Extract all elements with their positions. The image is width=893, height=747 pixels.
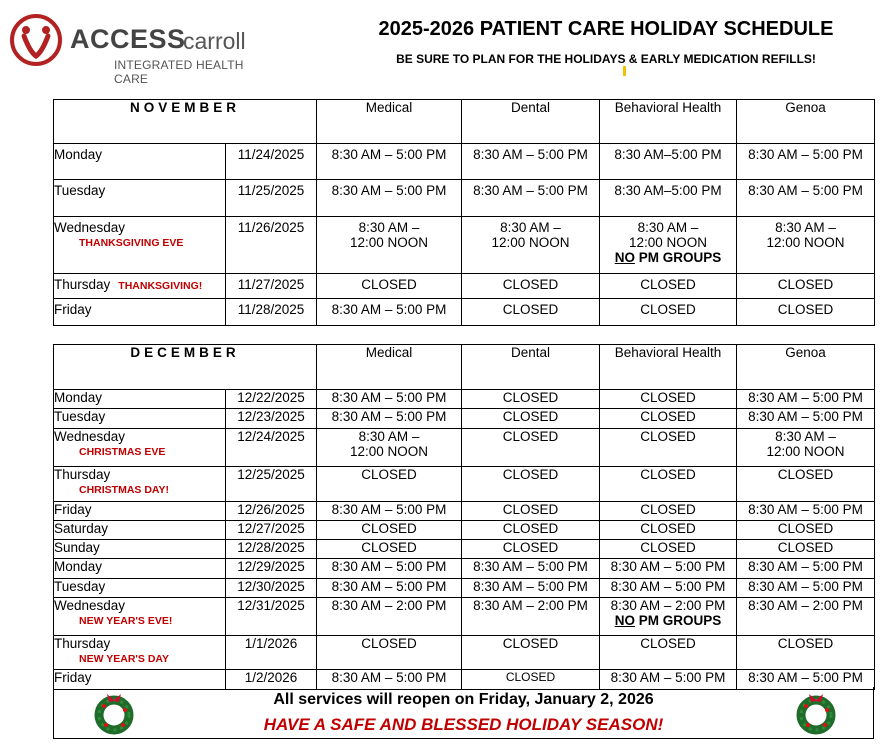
november-table xyxy=(53,99,875,326)
genoa-cell: 8:30 AM – 5:00 PM xyxy=(737,579,875,598)
date-cell: 12/29/2025 xyxy=(226,559,317,579)
col-header-genoa: Genoa xyxy=(737,345,875,390)
date-cell: 11/25/2025 xyxy=(226,180,317,217)
text-cursor-mark xyxy=(623,66,626,76)
genoa-cell: CLOSED xyxy=(737,299,875,326)
day-label: Wednesday xyxy=(54,429,126,444)
date-cell: 12/23/2025 xyxy=(226,409,317,429)
date-cell: 1/1/2026 xyxy=(226,636,317,670)
behavioral-cell: 8:30 AM–5:00 PM xyxy=(600,180,737,217)
medical-cell: CLOSED xyxy=(317,274,462,299)
hours-line: 8:30 AM – xyxy=(358,220,420,235)
table-row xyxy=(54,467,875,502)
dental-cell: CLOSED xyxy=(462,636,600,670)
date-cell: 11/27/2025 xyxy=(226,274,317,299)
hours-line: 12:00 NOON xyxy=(349,444,429,459)
date-cell: 12/25/2025 xyxy=(226,467,317,502)
medical-cell: 8:30 AM – 5:00 PM xyxy=(317,670,462,690)
behavioral-cell: 8:30 AM–5:00 PM xyxy=(600,144,737,180)
table-row xyxy=(54,409,875,429)
table-row xyxy=(54,502,875,521)
day-cell xyxy=(54,467,226,502)
day-cell xyxy=(54,217,226,274)
medical-cell: 8:30 AM – 5:00 PM xyxy=(317,180,462,217)
medical-cell: 8:30 AM – 5:00 PM xyxy=(317,579,462,598)
day-cell: Monday xyxy=(54,390,226,409)
dental-cell: CLOSED xyxy=(462,670,600,690)
genoa-cell: 8:30 AM – 5:00 PM xyxy=(737,559,875,579)
dental-cell xyxy=(462,217,600,274)
hours-line: 8:30 AM – xyxy=(637,220,699,235)
medical-cell: 8:30 AM – 5:00 PM xyxy=(317,502,462,521)
table-row xyxy=(54,180,875,217)
genoa-cell: 8:30 AM – 5:00 PM xyxy=(737,409,875,429)
day-cell xyxy=(54,598,226,636)
day-cell: Tuesday xyxy=(54,409,226,429)
logo xyxy=(8,12,268,86)
col-header-behavioral: Behavioral Health xyxy=(600,100,737,144)
day-cell: Saturday xyxy=(54,521,226,540)
table-row xyxy=(54,598,875,636)
hours-line: 8:30 AM – 2:00 PM xyxy=(610,598,726,613)
day-label: Wednesday xyxy=(54,220,126,235)
date-cell: 12/24/2025 xyxy=(226,429,317,467)
groups-note-rest: PM GROUPS xyxy=(634,613,722,628)
genoa-cell xyxy=(737,429,875,467)
genoa-cell: CLOSED xyxy=(737,636,875,670)
groups-note-no: NO xyxy=(614,250,635,265)
hours-line: 8:30 AM – xyxy=(775,220,836,235)
groups-note-rest: PM GROUPS xyxy=(634,250,722,265)
table-header-row xyxy=(54,345,875,390)
day-cell: Monday xyxy=(54,559,226,579)
genoa-cell: 8:30 AM – 5:00 PM xyxy=(737,502,875,521)
day-cell: Friday xyxy=(54,670,226,690)
medical-cell: CLOSED xyxy=(317,540,462,559)
medical-cell xyxy=(317,217,462,274)
date-cell: 12/27/2025 xyxy=(226,521,317,540)
holiday-greeting: HAVE A SAFE AND BLESSED HOLIDAY SEASON! xyxy=(263,715,664,734)
holiday-note: CHRISTMAS DAY! xyxy=(79,484,170,496)
dental-cell: CLOSED xyxy=(462,521,600,540)
month-label: NOVEMBER xyxy=(54,100,317,144)
table-row xyxy=(54,429,875,467)
day-cell: Sunday xyxy=(54,540,226,559)
page-subtitle: BE SURE TO PLAN FOR THE HOLIDAYS & EARLY MEDICATION REFILLS! xyxy=(396,52,816,66)
holiday-note: THANKSGIVING EVE xyxy=(79,237,184,249)
hours-line: 8:30 AM – xyxy=(775,429,836,444)
date-cell: 11/28/2025 xyxy=(226,299,317,326)
dental-cell: 8:30 AM – 5:00 PM xyxy=(462,144,600,180)
table-row xyxy=(54,390,875,409)
day-cell: Tuesday xyxy=(54,579,226,598)
dental-cell: 8:30 AM – 2:00 PM xyxy=(462,598,600,636)
hours-line: 12:00 NOON xyxy=(766,444,845,459)
medical-cell: CLOSED xyxy=(317,521,462,540)
dental-cell: 8:30 AM – 5:00 PM xyxy=(462,180,600,217)
hours-line: 12:00 NOON xyxy=(491,235,570,250)
page-title: 2025-2026 PATIENT CARE HOLIDAY SCHEDULE xyxy=(378,18,834,40)
day-cell xyxy=(54,636,226,670)
hours-line: 8:30 AM – xyxy=(500,220,561,235)
col-header-dental: Dental xyxy=(462,345,600,390)
table-row xyxy=(54,144,875,180)
dental-cell: CLOSED xyxy=(462,502,600,521)
reopen-notice: All services will reopen on Friday, January 2, 2026 xyxy=(273,691,654,708)
logo-mark-icon xyxy=(8,12,68,68)
medical-cell: 8:30 AM – 5:00 PM xyxy=(317,299,462,326)
dental-cell: 8:30 AM – 5:00 PM xyxy=(462,579,600,598)
dental-cell: CLOSED xyxy=(462,390,600,409)
behavioral-cell: 8:30 AM – 5:00 PM xyxy=(600,579,737,598)
day-label: Thursday xyxy=(54,467,111,482)
col-header-medical: Medical xyxy=(317,100,462,144)
holiday-note: CHRISTMAS EVE xyxy=(79,446,166,458)
table-row xyxy=(54,521,875,540)
day-cell: Friday xyxy=(54,502,226,521)
genoa-cell xyxy=(737,217,875,274)
behavioral-cell: 8:30 AM – 5:00 PM xyxy=(600,670,737,690)
table-row xyxy=(54,299,875,326)
behavioral-cell: CLOSED xyxy=(600,274,737,299)
dental-cell: CLOSED xyxy=(462,429,600,467)
date-cell: 11/24/2025 xyxy=(226,144,317,180)
behavioral-cell xyxy=(600,598,737,636)
date-cell: 1/2/2026 xyxy=(226,670,317,690)
behavioral-cell: CLOSED xyxy=(600,429,737,467)
col-header-dental: Dental xyxy=(462,100,600,144)
behavioral-cell: CLOSED xyxy=(600,409,737,429)
genoa-cell: 8:30 AM – 5:00 PM xyxy=(737,144,875,180)
behavioral-cell: 8:30 AM – 5:00 PM xyxy=(600,559,737,579)
medical-cell: 8:30 AM – 2:00 PM xyxy=(317,598,462,636)
date-cell: 12/28/2025 xyxy=(226,540,317,559)
logo-carroll-text: carroll xyxy=(183,28,246,54)
genoa-cell: 8:30 AM – 2:00 PM xyxy=(737,598,875,636)
day-cell: Tuesday xyxy=(54,180,226,217)
dental-cell: 8:30 AM – 5:00 PM xyxy=(462,559,600,579)
date-cell: 12/26/2025 xyxy=(226,502,317,521)
date-cell: 12/31/2025 xyxy=(226,598,317,636)
hours-line: 12:00 NOON xyxy=(349,235,429,250)
genoa-cell: CLOSED xyxy=(737,540,875,559)
logo-tagline: INTEGRATED HEALTH CARE xyxy=(114,58,244,86)
day-cell: Monday xyxy=(54,144,226,180)
groups-note xyxy=(600,613,736,628)
day-cell xyxy=(54,274,226,299)
date-cell: 12/22/2025 xyxy=(226,390,317,409)
holiday-note: NEW YEAR'S EVE! xyxy=(79,615,173,627)
genoa-cell: 8:30 AM – 5:00 PM xyxy=(737,670,875,690)
genoa-cell: CLOSED xyxy=(737,467,875,502)
behavioral-cell: CLOSED xyxy=(600,636,737,670)
behavioral-cell: CLOSED xyxy=(600,467,737,502)
genoa-cell: 8:30 AM – 5:00 PM xyxy=(737,390,875,409)
dental-cell: CLOSED xyxy=(462,540,600,559)
wreath-icon xyxy=(794,690,838,736)
dental-cell: CLOSED xyxy=(462,299,600,326)
genoa-cell: CLOSED xyxy=(737,521,875,540)
date-cell: 11/26/2025 xyxy=(226,217,317,274)
medical-cell xyxy=(317,429,462,467)
logo-access-text: ACCESS xyxy=(70,24,186,54)
date-cell: 12/30/2025 xyxy=(226,579,317,598)
day-label: Thursday xyxy=(54,277,111,292)
table-row xyxy=(54,636,875,670)
medical-cell: 8:30 AM – 5:00 PM xyxy=(317,409,462,429)
footer-banner xyxy=(53,687,874,739)
table-row xyxy=(54,559,875,579)
dental-cell: CLOSED xyxy=(462,274,600,299)
medical-cell: 8:30 AM – 5:00 PM xyxy=(317,144,462,180)
col-header-behavioral: Behavioral Health xyxy=(600,345,737,390)
table-row xyxy=(54,217,875,274)
behavioral-cell: CLOSED xyxy=(600,390,737,409)
groups-note xyxy=(600,250,736,265)
medical-cell: 8:30 AM – 5:00 PM xyxy=(317,390,462,409)
day-cell: Friday xyxy=(54,299,226,326)
holiday-note: THANKSGIVING! xyxy=(118,280,203,292)
day-label: Thursday xyxy=(54,636,111,651)
hours-line: 12:00 NOON xyxy=(766,235,845,250)
behavioral-cell: CLOSED xyxy=(600,299,737,326)
behavioral-cell: CLOSED xyxy=(600,521,737,540)
behavioral-cell xyxy=(600,217,737,274)
table-row xyxy=(54,540,875,559)
december-table xyxy=(53,344,875,690)
month-label: DECEMBER xyxy=(54,345,317,390)
behavioral-cell: CLOSED xyxy=(600,502,737,521)
col-header-genoa: Genoa xyxy=(737,100,875,144)
groups-note-no: NO xyxy=(614,613,635,628)
day-cell xyxy=(54,429,226,467)
genoa-cell: CLOSED xyxy=(737,274,875,299)
table-header-row xyxy=(54,100,875,144)
medical-cell: CLOSED xyxy=(317,467,462,502)
hours-line: 8:30 AM – xyxy=(358,429,420,444)
table-row xyxy=(54,274,875,299)
behavioral-cell: CLOSED xyxy=(600,540,737,559)
dental-cell: CLOSED xyxy=(462,467,600,502)
col-header-medical: Medical xyxy=(317,345,462,390)
day-label: Wednesday xyxy=(54,598,126,613)
medical-cell: 8:30 AM – 5:00 PM xyxy=(317,559,462,579)
holiday-note: NEW YEAR'S DAY xyxy=(79,653,170,665)
genoa-cell: 8:30 AM – 5:00 PM xyxy=(737,180,875,217)
dental-cell: CLOSED xyxy=(462,409,600,429)
hours-line: 12:00 NOON xyxy=(628,235,708,250)
table-row xyxy=(54,579,875,598)
medical-cell: CLOSED xyxy=(317,636,462,670)
